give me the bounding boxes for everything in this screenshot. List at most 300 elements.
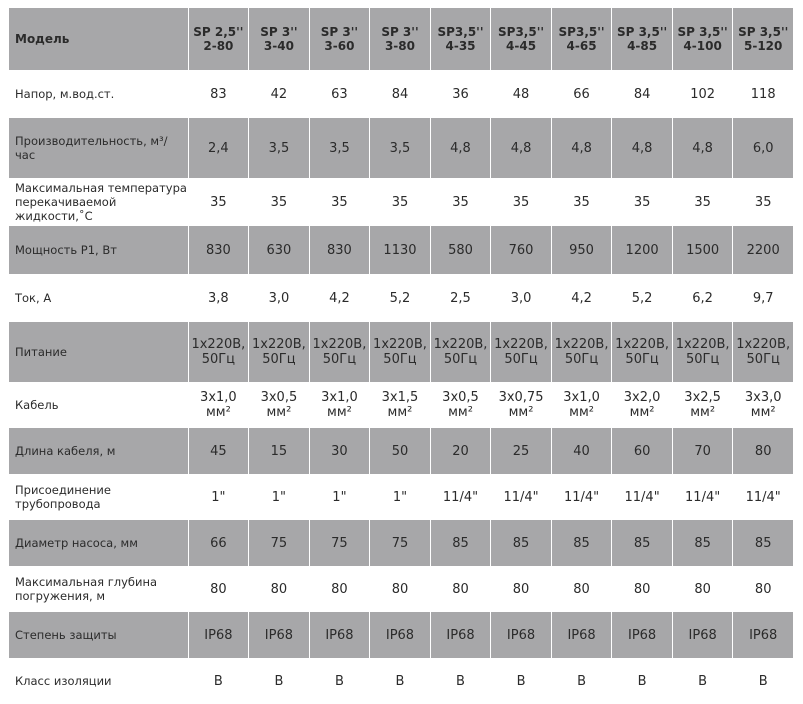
cell-value: 3,5	[389, 140, 411, 156]
cell-value: 830	[327, 242, 352, 258]
table-row	[9, 566, 793, 612]
model-name-line: SP 3''	[320, 25, 359, 39]
row-label-line: Длина кабеля, м	[15, 444, 116, 458]
table-cell	[431, 520, 491, 566]
row-label	[9, 70, 188, 118]
table-cell	[249, 226, 309, 274]
table-cell	[189, 322, 249, 382]
table-cell	[491, 274, 551, 322]
table-cell	[673, 658, 733, 704]
table-cell	[552, 226, 612, 274]
table-row	[9, 70, 793, 118]
table-cell	[431, 226, 491, 274]
row-label-line: Степень защиты	[15, 628, 117, 642]
table-cell	[612, 226, 672, 274]
table-cell	[673, 322, 733, 382]
table-cell	[612, 658, 672, 704]
cell-value: 50Гц	[564, 352, 599, 367]
cell-value: 1"	[271, 489, 287, 505]
row-label	[9, 382, 188, 428]
table-cell	[189, 382, 249, 428]
cell-value: 630	[266, 242, 292, 258]
table-cell	[431, 474, 491, 520]
table-cell	[612, 178, 672, 226]
row-label-line: Питание	[15, 345, 67, 359]
cell-value: 9,7	[752, 290, 774, 306]
table-row	[9, 428, 793, 474]
table-cell	[612, 428, 672, 474]
row-label-line: Класс изоляции	[15, 674, 112, 688]
table-cell	[673, 70, 733, 118]
table-row	[9, 474, 793, 520]
model-name-line: 3-80	[384, 39, 415, 53]
table-cell	[310, 274, 370, 322]
cell-value: 1х220В,	[736, 337, 791, 352]
cell-value: IP68	[749, 627, 778, 643]
cell-value: 3х2,5	[684, 390, 721, 405]
cell-value: мм²	[205, 405, 231, 420]
cell-value: 80	[331, 581, 348, 597]
row-label	[9, 658, 188, 704]
model-name-line: 3-60	[324, 39, 355, 53]
cell-value: мм²	[629, 405, 655, 420]
table-cell	[431, 118, 491, 178]
model-header-cell	[310, 8, 370, 70]
cell-value: 35	[391, 194, 409, 210]
model-name-line: 2-80	[203, 39, 234, 53]
cell-value: 6,0	[752, 140, 774, 156]
cell-value: IP68	[264, 627, 294, 643]
table-cell	[612, 520, 672, 566]
table-cell	[370, 612, 430, 658]
table-cell	[249, 178, 309, 226]
cell-value: 1х220В,	[494, 337, 548, 352]
table-cell	[552, 520, 612, 566]
cell-value: 50Гц	[504, 352, 538, 367]
table-row	[9, 178, 793, 226]
table-cell	[189, 178, 249, 226]
model-name-line: SP 2,5''	[193, 25, 244, 39]
table-cell	[552, 428, 612, 474]
table-cell	[189, 428, 249, 474]
cell-value: 80	[573, 581, 590, 597]
cell-value: 11/4"	[563, 489, 600, 505]
table-cell	[612, 474, 672, 520]
table-cell	[733, 118, 793, 178]
cell-value: 1200	[625, 242, 659, 258]
table-row	[9, 382, 793, 428]
cell-value: 3х0,75	[498, 390, 544, 405]
table-cell	[552, 322, 612, 382]
table-cell	[491, 566, 551, 612]
table-cell	[431, 70, 491, 118]
cell-value: 66	[210, 535, 227, 551]
table-cell	[491, 658, 551, 704]
cell-value: 84	[391, 86, 409, 102]
cell-value: 2200	[746, 242, 780, 258]
table-cell	[733, 566, 793, 612]
table-cell	[491, 322, 551, 382]
table-cell	[612, 274, 672, 322]
cell-value: B	[213, 673, 223, 689]
cell-value: 1"	[332, 489, 347, 505]
table-cell	[431, 428, 491, 474]
cell-value: 1"	[211, 489, 226, 505]
table-cell	[612, 118, 672, 178]
table-cell	[612, 322, 672, 382]
row-label	[9, 428, 188, 474]
model-header-cell	[370, 8, 430, 70]
cell-value: 1"	[392, 489, 408, 505]
table-cell	[249, 70, 309, 118]
cell-value: 85	[452, 535, 469, 551]
cell-value: IP68	[627, 627, 657, 643]
table-cell	[189, 274, 249, 322]
cell-value: 5,2	[631, 290, 653, 306]
cell-value: 1х220В,	[554, 337, 609, 352]
cell-value: 15	[270, 443, 288, 459]
cell-value: 4,2	[329, 290, 350, 306]
table-cell	[431, 274, 491, 322]
table-cell	[431, 612, 491, 658]
cell-value: 25	[512, 443, 530, 459]
cell-value: 80	[694, 581, 711, 597]
cell-value: 50Гц	[685, 352, 720, 367]
cell-value: 80	[754, 443, 772, 459]
row-label	[9, 322, 188, 382]
cell-value: 11/4"	[442, 489, 479, 505]
cell-value: 63	[331, 86, 348, 102]
cell-value: 83	[210, 86, 227, 102]
cell-value: 1х220В,	[251, 337, 306, 352]
cell-value: 3х1,0	[321, 390, 358, 405]
table-cell	[310, 118, 370, 178]
row-label-line: Максимальная температура	[15, 181, 187, 195]
model-name-line: SP 3''	[260, 25, 298, 39]
cell-value: IP68	[204, 627, 233, 643]
table-cell	[552, 566, 612, 612]
cell-value: B	[577, 673, 587, 689]
table-row	[9, 118, 793, 178]
table-cell	[733, 322, 793, 382]
table-cell	[733, 382, 793, 428]
table-cell	[552, 474, 612, 520]
cell-value: мм²	[387, 405, 413, 420]
cell-value: B	[334, 673, 344, 689]
cell-value: 1х220В,	[675, 337, 730, 352]
table-cell	[673, 382, 733, 428]
model-name-line: 4-65	[566, 39, 597, 53]
table-cell	[249, 474, 309, 520]
table-cell	[431, 382, 491, 428]
table-cell	[370, 474, 430, 520]
table-body	[9, 70, 793, 704]
table-cell	[673, 178, 733, 226]
cell-value: 36	[452, 86, 469, 102]
model-name-line: SP 3,5''	[616, 25, 668, 39]
table-cell	[431, 658, 491, 704]
cell-value: 50Гц	[625, 352, 659, 367]
table-cell	[733, 70, 793, 118]
cell-value: 50	[391, 443, 409, 459]
cell-value: 3х1,0	[200, 390, 237, 405]
table-cell	[673, 520, 733, 566]
model-header-cell	[491, 8, 551, 70]
cell-value: 1х220В,	[373, 337, 427, 352]
table-cell	[189, 658, 249, 704]
table-cell	[370, 520, 430, 566]
cell-value: 60	[633, 443, 651, 459]
cell-value: мм²	[448, 405, 473, 420]
model-header-cell	[612, 8, 672, 70]
table-cell	[370, 70, 430, 118]
table-cell	[673, 118, 733, 178]
row-label-line: Присоединение	[15, 483, 111, 497]
cell-value: 80	[391, 581, 409, 597]
row-label-line: трубопровода	[15, 497, 101, 511]
model-name-line: 4-100	[683, 39, 722, 53]
cell-value: IP68	[506, 627, 536, 643]
cell-value: 85	[573, 535, 590, 551]
model-name-line: SP3,5''	[498, 25, 545, 39]
cell-value: 35	[331, 194, 348, 210]
cell-value: 42	[270, 86, 288, 102]
cell-value: 75	[270, 535, 288, 551]
table-cell	[310, 566, 370, 612]
table-cell	[491, 474, 551, 520]
cell-value: B	[274, 673, 284, 689]
cell-value: 80	[270, 581, 288, 597]
cell-value: 760	[508, 242, 534, 258]
table-cell	[733, 474, 793, 520]
cell-value: 35	[210, 194, 227, 210]
cell-value: 1х220В,	[615, 337, 669, 352]
table-cell	[370, 226, 430, 274]
cell-value: 80	[452, 581, 469, 597]
row-label	[9, 474, 188, 520]
table-cell	[189, 226, 249, 274]
table-cell	[733, 658, 793, 704]
table-cell	[552, 274, 612, 322]
table-cell	[189, 474, 249, 520]
table-cell	[733, 178, 793, 226]
model-name-line: SP 3,5''	[677, 25, 728, 39]
cell-value: 85	[694, 535, 711, 551]
table-cell	[370, 118, 430, 178]
table-cell	[310, 474, 370, 520]
model-name-line: SP3,5''	[437, 25, 484, 39]
table-cell	[249, 520, 309, 566]
cell-value: 3,5	[329, 140, 350, 156]
cell-value: 3х1,0	[563, 390, 600, 405]
cell-value: 2,5	[450, 290, 471, 306]
row-label	[9, 274, 188, 322]
table-cell	[431, 566, 491, 612]
cell-value: 70	[694, 443, 711, 459]
cell-value: 3х2,0	[623, 390, 661, 405]
table-cell	[612, 612, 672, 658]
row-label-line: Максимальная глубина	[15, 575, 158, 589]
table-row	[9, 322, 793, 382]
cell-value: 4,2	[571, 290, 592, 306]
cell-value: B	[456, 673, 465, 689]
table-cell	[189, 118, 249, 178]
cell-value: 1500	[686, 242, 720, 258]
cell-value: 4,8	[450, 140, 471, 156]
table-cell	[249, 322, 309, 382]
cell-value: 3х0,5	[442, 390, 479, 405]
table-cell	[673, 612, 733, 658]
table-cell	[491, 612, 551, 658]
table-cell	[249, 612, 309, 658]
table-cell	[552, 70, 612, 118]
table-row	[9, 226, 793, 274]
row-label-line: Напор, м.вод.ст.	[15, 87, 115, 101]
cell-value: B	[637, 673, 647, 689]
cell-value: 50Гц	[443, 352, 478, 367]
table-cell	[552, 658, 612, 704]
cell-value: 48	[512, 86, 530, 102]
table-cell	[552, 612, 612, 658]
table-cell	[733, 612, 793, 658]
cell-value: 80	[633, 581, 651, 597]
model-header-cell	[249, 8, 309, 70]
table-cell	[370, 428, 430, 474]
cell-value: 102	[690, 86, 716, 102]
cell-value: 35	[512, 194, 530, 210]
cell-value: 50Гц	[322, 352, 357, 367]
table-cell	[370, 382, 430, 428]
table-cell	[189, 566, 249, 612]
cell-value: 85	[633, 535, 651, 551]
table-row	[9, 658, 793, 704]
model-name-line: 4-85	[627, 39, 658, 53]
model-header-cell	[431, 8, 491, 70]
cell-value: 4,8	[510, 140, 532, 156]
table-cell	[673, 428, 733, 474]
row-label-line: погружения, м	[15, 589, 106, 603]
table-cell	[370, 178, 430, 226]
cell-value: B	[395, 673, 405, 689]
table-cell	[612, 382, 672, 428]
row-label-line: Кабель	[15, 398, 59, 412]
cell-value: 1х220В,	[433, 337, 488, 352]
cell-value: 20	[452, 443, 469, 459]
table-cell	[673, 566, 733, 612]
cell-value: 50Гц	[201, 352, 236, 367]
table-cell	[431, 178, 491, 226]
table-cell	[310, 178, 370, 226]
cell-value: 80	[754, 581, 772, 597]
table-cell	[673, 274, 733, 322]
table-row	[9, 612, 793, 658]
cell-value: 35	[573, 194, 590, 210]
cell-value: мм²	[750, 405, 776, 420]
table-cell	[673, 226, 733, 274]
cell-value: 40	[573, 443, 590, 459]
cell-value: 11/4"	[624, 489, 660, 505]
table-cell	[673, 474, 733, 520]
cell-value: мм²	[266, 405, 292, 420]
cell-value: B	[758, 673, 768, 689]
table-cell	[491, 118, 551, 178]
cell-value: IP68	[446, 627, 475, 643]
cell-value: 11/4"	[685, 489, 721, 505]
table-cell	[491, 428, 551, 474]
model-name-line: 4-45	[506, 39, 537, 53]
table-cell	[370, 566, 430, 612]
cell-value: 11/4"	[503, 489, 539, 505]
cell-value: мм²	[569, 405, 594, 420]
cell-value: мм²	[690, 405, 716, 420]
cell-value: 66	[573, 86, 590, 102]
model-name-line: SP 3,5''	[738, 25, 789, 39]
cell-value: 35	[452, 194, 469, 210]
cell-value: 3х3,0	[744, 390, 782, 405]
table-cell	[733, 428, 793, 474]
table-cell	[249, 658, 309, 704]
cell-value: IP68	[325, 627, 354, 643]
table-cell	[249, 274, 309, 322]
model-header-cell	[552, 8, 612, 70]
cell-value: IP68	[567, 627, 596, 643]
table-cell	[310, 70, 370, 118]
cell-value: 30	[331, 443, 348, 459]
cell-value: 4,8	[571, 140, 592, 156]
table-cell	[552, 382, 612, 428]
cell-value: 45	[210, 443, 227, 459]
model-name-line: SP 3''	[381, 25, 419, 39]
table-cell	[310, 612, 370, 658]
table-cell	[612, 566, 672, 612]
header-label: Модель	[9, 8, 188, 70]
cell-value: 1х220В,	[312, 337, 367, 352]
row-label-line: Ток, А	[15, 291, 52, 305]
cell-value: 3х1,5	[381, 390, 419, 405]
cell-value: 35	[694, 194, 711, 210]
table-cell	[370, 322, 430, 382]
model-header-cell	[189, 8, 249, 70]
cell-value: IP68	[688, 627, 717, 643]
cell-value: B	[698, 673, 708, 689]
cell-value: 830	[205, 242, 231, 258]
table-cell	[552, 118, 612, 178]
table-cell	[491, 382, 551, 428]
row-label	[9, 226, 188, 274]
table-cell	[733, 520, 793, 566]
table-cell	[491, 70, 551, 118]
table-cell	[249, 566, 309, 612]
cell-value: 3,0	[510, 290, 532, 306]
cell-value: мм²	[327, 405, 352, 420]
row-label	[9, 612, 188, 658]
table-cell	[310, 382, 370, 428]
cell-value: B	[516, 673, 526, 689]
cell-value: 5,2	[389, 290, 411, 306]
row-label-line: Диаметр насоса, мм	[15, 536, 138, 550]
cell-value: 35	[754, 194, 772, 210]
model-header-cell	[733, 8, 793, 70]
cell-value: 4,8	[631, 140, 653, 156]
row-label	[9, 118, 188, 178]
cell-value: 85	[754, 535, 772, 551]
cell-value: 118	[750, 86, 776, 102]
table-cell	[249, 428, 309, 474]
row-label-line: Производительность, м³/час	[15, 134, 168, 162]
cell-value: 3,5	[268, 140, 290, 156]
model-name-line: 3-40	[263, 39, 294, 53]
cell-value: 80	[512, 581, 530, 597]
